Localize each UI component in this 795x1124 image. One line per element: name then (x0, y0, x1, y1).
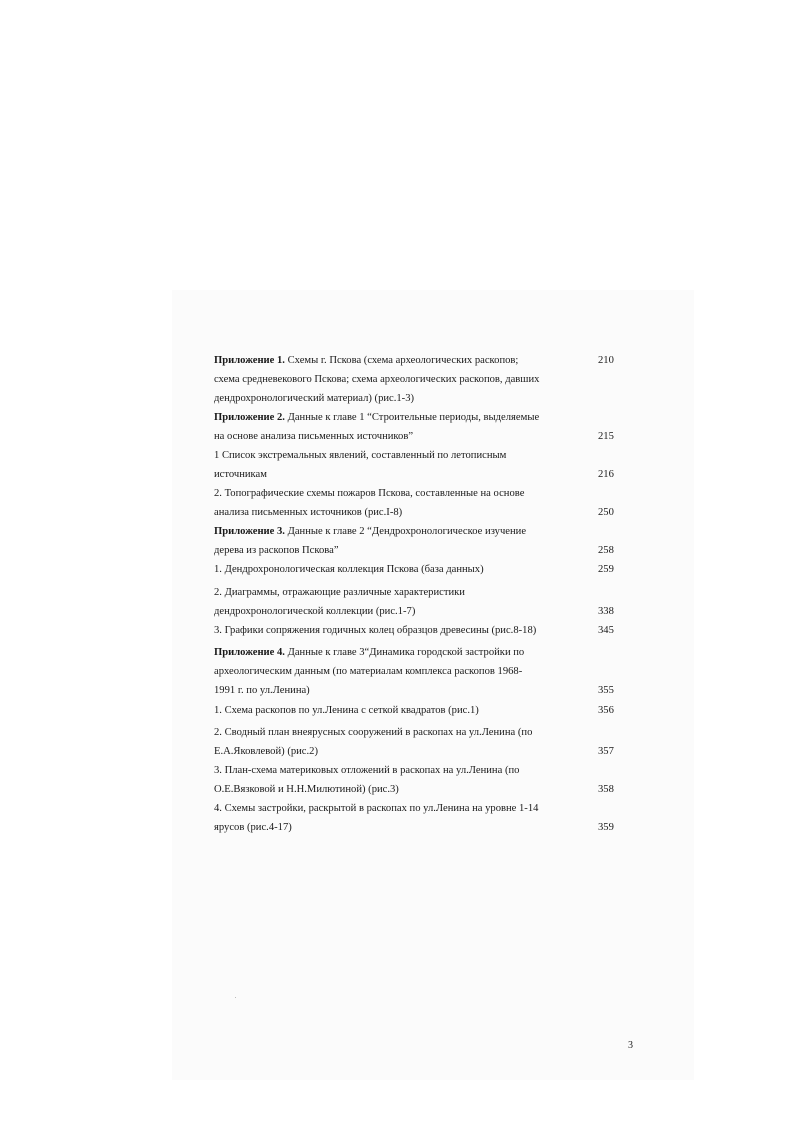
toc-page-number: 338 (598, 606, 614, 617)
toc-page-number: 355 (598, 685, 614, 696)
toc-page-number: 258 (598, 545, 614, 556)
toc-line: 1. Дендрохронологическая коллекция Пскова (база данных) (214, 564, 484, 575)
toc-page-number: 216 (598, 469, 614, 480)
toc-line: археологическим данным (по материалам комплекса раскопов 1968- (214, 666, 523, 677)
toc-line: 2. Сводный план внеярусных сооружений в раскопах на ул.Ленина (по (214, 727, 533, 738)
toc-line: ярусов (рис.4-17) (214, 822, 292, 833)
toc-line: 1 Список экстремальных явлений, составленный по летописным (214, 450, 507, 461)
toc-line: источникам (214, 469, 267, 480)
toc-line: дендрохронологический материал) (рис.1-3) (214, 393, 415, 404)
toc-line: анализа письменных источников (рис.I-8) (214, 507, 403, 518)
toc-page-number: 259 (598, 564, 614, 575)
toc-page-number: 356 (598, 705, 614, 716)
toc-line: Е.А.Яковлевой) (рис.2) (214, 746, 318, 757)
toc-page-number: 357 (598, 746, 614, 757)
toc-line: 1991 г. по ул.Ленина) (214, 685, 310, 696)
scan-speck (235, 997, 236, 998)
toc-line: 2. Диаграммы, отражающие различные характеристики (214, 587, 465, 598)
toc-line: 3. Графики сопряжения годичных колец образцов древесины (рис.8-18) (214, 625, 537, 636)
toc-line: 1. Схема раскопов по ул.Ленина с сеткой квадратов (рис.1) (214, 705, 479, 716)
toc-page-number: 358 (598, 784, 614, 795)
toc-line: схема средневекового Пскова; схема археологических раскопов, давших (214, 374, 540, 385)
toc-line: Приложение 4. Данные к главе 3“Динамика городской застройки по (214, 647, 525, 658)
page-number: 3 (628, 1040, 633, 1051)
toc-line: Приложение 1. Схемы г. Пскова (схема археологических раскопов; (214, 355, 519, 366)
toc-line: дендрохронологической коллекции (рис.1-7) (214, 606, 416, 617)
toc-line: Приложение 3. Данные к главе 2 “Дендрохронологическое изучение (214, 526, 527, 537)
toc-line: О.Е.Вязковой и Н.Н.Милютиной) (рис.3) (214, 784, 399, 795)
toc-line: 4. Схемы застройки, раскрытой в раскопах по ул.Ленина на уровне 1-14 (214, 803, 539, 814)
toc-line: 3. План-схема материковых отложений в раскопах на ул.Ленина (по (214, 765, 520, 776)
toc-page-number: 210 (598, 355, 614, 366)
toc-line: Приложение 2. Данные к главе 1 “Строительные периоды, выделяемые (214, 412, 540, 423)
toc-line: 2. Топографические схемы пожаров Пскова, составленные на основе (214, 488, 525, 499)
toc-line: на основе анализа письменных источников” (214, 431, 414, 442)
toc-page-number: 215 (598, 431, 614, 442)
toc-page-number: 250 (598, 507, 614, 518)
toc-page-number: 345 (598, 625, 614, 636)
toc-page-number: 359 (598, 822, 614, 833)
toc-line: дерева из раскопов Пскова” (214, 545, 339, 556)
